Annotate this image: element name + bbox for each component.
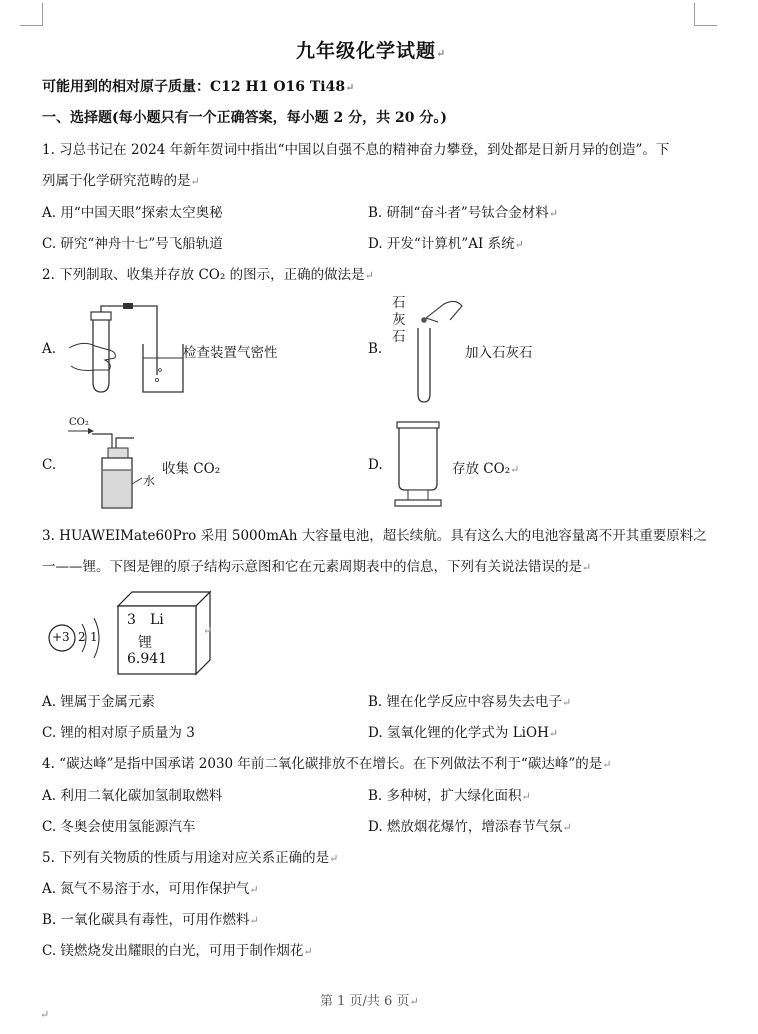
- shell2-electrons: 1: [90, 630, 98, 644]
- q1-option-d[interactable]: D. 开发“计算机”AI 系统↵: [368, 236, 524, 252]
- co2-inlet-label: CO₂: [69, 417, 89, 428]
- element-symbol: Li: [150, 612, 164, 628]
- limestone-side-label: 石 灰 石: [392, 295, 406, 345]
- q1-stem-line1: 1. 习总书记在 2024 年新年贺词中指出“中国以自强不息的精神奋力攀登，到处都是日新月异的创造”。下: [42, 142, 670, 158]
- paragraph-mark: ↵: [40, 1008, 50, 1021]
- element-mass: 6.941: [127, 651, 168, 667]
- q5-option-c[interactable]: C. 镁燃烧发出耀眼的白光，可用于制作烟花↵: [42, 943, 313, 959]
- q2-option-a-caption: 检查装置气密性: [183, 345, 278, 361]
- gas-collection-bottle-figure: [68, 428, 156, 512]
- q3-option-c[interactable]: C. 锂的相对原子质量为 3: [42, 725, 195, 741]
- q5-option-a[interactable]: A. 氮气不易溶于水，可用作保护气↵: [42, 881, 259, 897]
- corner-mark-left: [20, 3, 43, 26]
- page-title: 九年级化学试题↵: [296, 40, 447, 62]
- q4-option-b[interactable]: B. 多种树，扩大绿化面积↵: [368, 788, 531, 804]
- q3-stem-line2: 一——锂。下图是锂的原子结构示意图和它在元素周期表中的信息，下列有关说法错误的是↵: [42, 559, 592, 575]
- q4-option-a[interactable]: A. 利用二氧化碳加氢制取燃料: [42, 788, 223, 804]
- corner-mark-right: [694, 3, 717, 26]
- q1-option-c[interactable]: C. 研究“神舟十七”号飞船轨道: [42, 236, 223, 252]
- q1-option-a[interactable]: A. 用“中国天眼”探索太空奥秘: [42, 205, 223, 221]
- q1-option-b[interactable]: B. 研制“奋斗者”号钛合金材料↵: [368, 205, 559, 221]
- q3-option-b[interactable]: B. 锂在化学反应中容易失去电子↵: [368, 694, 572, 710]
- q2-option-b-caption: 加入石灰石: [465, 345, 533, 361]
- atomic-masses-line: 可能用到的相对原子质量：C12 H1 O16 Ti48↵: [42, 79, 355, 95]
- gas-jar-figure: [393, 420, 448, 510]
- q5-stem: 5. 下列有关物质的性质与用途对应关系正确的是↵: [42, 850, 339, 866]
- water-label: 水: [143, 474, 156, 488]
- q3-stem-line1: 3. HUAWEIMate60Pro 采用 5000mAh 大容量电池，超长续航。具有这么大的电池容量离不开其重要原料之: [42, 528, 707, 544]
- q2-option-c-caption: 收集 CO₂: [162, 461, 221, 477]
- q2-stem: 2. 下列制取、收集并存放 CO₂ 的图示，正确的做法是↵: [42, 267, 374, 283]
- nucleus-charge: +3: [52, 630, 70, 644]
- shell1-electrons: 2: [78, 630, 86, 644]
- q2-option-a-label[interactable]: A.: [42, 341, 57, 357]
- page-footer: 第 1 页/共 6 页↵: [320, 994, 419, 1009]
- airtightness-apparatus-figure: [65, 300, 190, 400]
- q3-option-a[interactable]: A. 锂属于金属元素: [42, 694, 155, 710]
- q4-option-c[interactable]: C. 冬奥会使用氢能源汽车: [42, 819, 196, 835]
- element-name: 锂: [138, 635, 152, 651]
- q3-option-d[interactable]: D. 氢氧化锂的化学式为 LiOH↵: [368, 725, 559, 741]
- q2-option-d-label[interactable]: D.: [368, 457, 383, 473]
- q1-stem-line2: 列属于化学研究范畴的是↵: [42, 173, 200, 189]
- q2-option-b-label[interactable]: B.: [368, 341, 383, 357]
- q4-option-d[interactable]: D. 燃放烟花爆竹，增添春节气氛↵: [368, 819, 572, 835]
- q5-option-b[interactable]: B. 一氧化碳具有毒性，可用作燃料↵: [42, 912, 259, 928]
- section-heading: 一、选择题(每小题只有一个正确答案，每小题 2 分，共 20 分。): [42, 110, 447, 126]
- q4-stem: 4. “碳达峰”是指中国承诺 2030 年前二氧化碳排放不在增长。在下列做法不利于“碳达峰”的是↵: [42, 756, 612, 772]
- paragraph-mark: ↵: [203, 624, 213, 637]
- q2-option-c-label[interactable]: C.: [42, 457, 57, 473]
- limestone-test-tube-figure: [410, 296, 470, 408]
- element-number: 3: [127, 612, 136, 628]
- q2-option-d-caption: 存放 CO₂↵: [452, 461, 520, 477]
